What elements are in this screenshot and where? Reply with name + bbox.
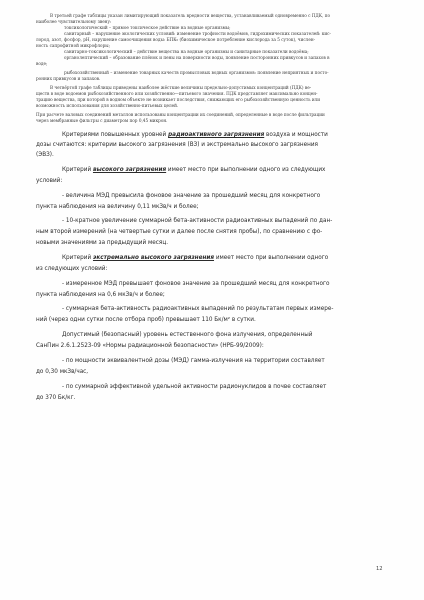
text-line: Критериями повышенных уровней радиоактивного загрязнения воздуха и мощности: [62, 132, 328, 138]
text-line: - по мощности эквивалентной дозы (МЭД) гамма-излучения на территории составляет: [62, 358, 325, 364]
emphasis-high-pollution: высокого загрязнения: [92, 167, 167, 173]
text-line: дозы считаются: критерии высокого загрязнения (ВЗ) и экстремально высокого загрязнения: [36, 142, 318, 148]
text-line: пункта наблюдения на 0,6 мкЗв/ч и более;: [36, 292, 165, 298]
text-line: Критерий экстремально высокого загрязнения имеет место при выполнении одного: [62, 255, 329, 261]
text-line: - измеренное МЭД превышает фоновое значение за прошедший месяц для конкретного: [62, 281, 330, 287]
text-line: лород, азот, фосфор, рН, нарушение самоочищения воды: БПК₅ (биохимическое потребление кислорода за 5 суток), числен-: [36, 37, 316, 42]
text-line: рыбохозяйственный – изменение товарных качеств промысловых водных организмов: появление неприятных и посто-: [64, 70, 329, 75]
text-line: органолептический – образование плёнок и пены на поверхности воды, появление посторонних привкусов и запахов в: [64, 55, 330, 60]
text-line: Допустимый (безопасный) уровень естественного фона излучения, определенный: [62, 332, 313, 338]
emphasis-extreme-pollution: экстремально высокого загрязнения: [92, 255, 215, 261]
text-line: ронних привкусов и запахов.: [36, 76, 101, 81]
text-line: - величина МЭД превысила фоновое значение за прошедший месяц для конкретного: [62, 193, 321, 199]
text-line: В четвёртой графе таблицы приведены наиболее жёсткие величины предельно-допустимых концентраций (ПДК) ве-: [50, 85, 312, 90]
text-line: трацию вещества, при которой в водном объекте не возникает последствия, снижающих его рыбохозяйственную ценность или: [36, 97, 321, 102]
text-line: наиболее чувствительному звену:: [36, 19, 112, 24]
text-line: ность сапрофитной микрофлоры;: [36, 43, 110, 48]
text-line: условий:: [36, 178, 63, 184]
text-line: возможность использования для хозяйственно-питьевых целей.: [36, 103, 179, 108]
text-line: санитарный – нарушение экологических условий: изменение трофности водоёмов, гидрохимических показателей: кис-: [64, 31, 331, 36]
text-line: (ЭВЗ).: [36, 152, 54, 158]
text-line: санитарно-токсикологический – действие вещества на водные организмы и санитарные показатели водоёма;: [64, 49, 309, 54]
text-line: через мембранные фильтры с диаметром пор 0,45 микрон.: [36, 118, 168, 123]
text-line: - суммарная бета-активность радиоактивных выпадений по результатам первых измере-: [62, 306, 334, 312]
page-number: 12: [376, 566, 383, 572]
text-line: пункта наблюдения на величину 0,11 мкЗв/ч и более;: [36, 204, 199, 210]
text-line: - 10-кратное увеличение суммарной бета-активности радиоактивных выпадений по дан-: [62, 218, 333, 224]
text-line: В третьей графе таблицы указан лимитирующий показатель вредности вещества, устанавливаемый одновременно с ПДК, по: [50, 13, 331, 18]
text-line: из следующих условий:: [36, 266, 108, 272]
text-line: - по суммарной эффективной удельной активности радионуклидов в почве составляет: [62, 384, 327, 390]
text-line: ществ в воде водоемов рыбохозяйственного или хозяйственно—питьевого значения. ПДК представляет максимально концен-: [36, 91, 318, 96]
text-line: до 0,30 мкЗв/час,: [36, 369, 89, 375]
text-line: ным второй измерений (на четвертые сутки и далее после снятия пробы), по сравнению с фо-: [36, 229, 323, 235]
text-line: до 370 Бк/кг.: [36, 395, 76, 401]
text-line: воде;: [36, 61, 48, 66]
text-line: ний (через одни сутки после отбора проб) превышает 110 Бк/м² в сутки.: [36, 317, 256, 323]
text-line: токсикологический – прямое токсическое действие на водные организмы;: [64, 25, 231, 30]
text-line: СанПин 2.6.1.2523-09 «Нормы радиационной безопасности» (НРБ-99/2009):: [36, 343, 264, 349]
emphasis-radioactive: радиоактивного загрязнения: [168, 132, 265, 138]
text-line: новыми значениями за предыдущий месяц.: [36, 240, 168, 246]
text-line: Критерий высокого загрязнения имеет место при выполнении одного из следующих: [62, 167, 326, 173]
text-line: При расчете валовых соединений металлов использованы концентрации их соединений, определенные в воде после фильтрации: [36, 112, 325, 117]
